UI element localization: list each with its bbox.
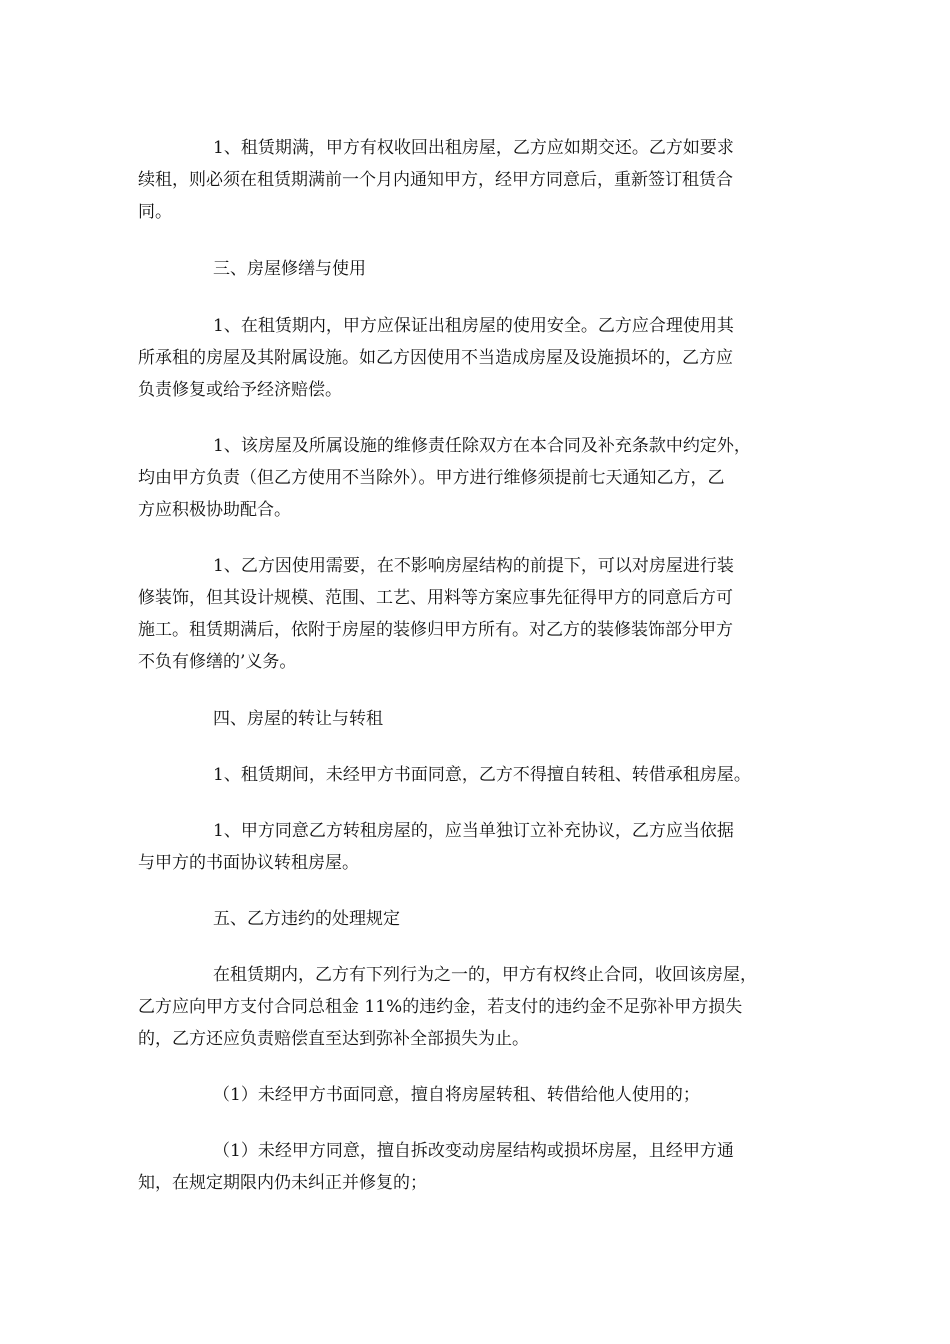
paragraph-breach-terms [138, 959, 813, 1055]
text-line: 1、租赁期间，未经甲方书面同意，乙方不得擅自转租、转借承租房屋。 [213, 765, 751, 785]
paragraph-no-sublease [138, 759, 813, 791]
paragraph-lease-expiry [138, 132, 813, 228]
paragraph-renovation [138, 550, 813, 678]
paragraph-sublease-agreement [138, 815, 813, 879]
text-line: 1、甲方同意乙方转租房屋的，应当单独订立补充协议，乙方应当依据 [213, 821, 734, 841]
text-line: （1）未经甲方书面同意，擅自将房屋转租、转借给他人使用的； [213, 1085, 700, 1105]
text-line: 修装饰，但其设计规模、范围、工艺、用料等方案应事先征得甲方的同意后方可 [138, 588, 733, 608]
text-line: 1、在租赁期内，甲方应保证出租房屋的使用安全。乙方应合理使用其 [213, 316, 734, 336]
text-line: 负责修复或给予经济赔偿。 [138, 380, 342, 400]
section-heading-transfer-sublease: 四、房屋的转让与转租 [213, 709, 383, 729]
text-line: 1、该房屋及所属设施的维修责任除双方在本合同及补充条款中约定外， [213, 436, 751, 456]
paragraph-maintenance [138, 430, 813, 526]
text-line: 的，乙方还应负责赔偿直至达到弥补全部损失为止。 [138, 1029, 529, 1049]
text-line: 所承租的房屋及其附属设施。如乙方因使用不当造成房屋及设施损坏的，乙方应 [138, 348, 733, 368]
text-line: 1、乙方因使用需要，在不影响房屋结构的前提下，可以对房屋进行装 [213, 556, 734, 576]
text-line: 乙方应向甲方支付合同总租金 11%的违约金，若支付的违约金不足弥补甲方损失 [138, 997, 743, 1017]
text-line: （1）未经甲方同意，擅自拆改变动房屋结构或损坏房屋，且经甲方通 [213, 1141, 734, 1161]
list-item-breach-1 [138, 1079, 813, 1111]
text-line: 不负有修缮的’义务。 [138, 652, 297, 672]
paragraph-safe-use [138, 310, 813, 406]
text-line: 在租赁期内，乙方有下列行为之一的，甲方有权终止合同，收回该房屋， [213, 965, 757, 985]
text-line: 1、租赁期满，甲方有权收回出租房屋，乙方应如期交还。乙方如要求 [213, 138, 734, 158]
text-line: 方应积极协助配合。 [138, 500, 291, 520]
list-item-breach-2 [138, 1135, 813, 1199]
text-line: 与甲方的书面协议转租房屋。 [138, 853, 359, 873]
text-line: 知，在规定期限内仍未纠正并修复的； [138, 1173, 427, 1193]
text-line: 续租，则必须在租赁期满前一个月内通知甲方，经甲方同意后，重新签订租赁合 [138, 170, 733, 190]
text-line: 施工。租赁期满后，依附于房屋的装修归甲方所有。对乙方的装修装饰部分甲方 [138, 620, 733, 640]
section-heading-repair-use: 三、房屋修缮与使用 [213, 259, 366, 279]
text-line: 均由甲方负责（但乙方使用不当除外）。甲方进行维修须提前七天通知乙方，乙 [138, 468, 725, 488]
section-heading-breach: 五、乙方违约的处理规定 [213, 909, 400, 929]
text-line: 同。 [138, 202, 172, 222]
